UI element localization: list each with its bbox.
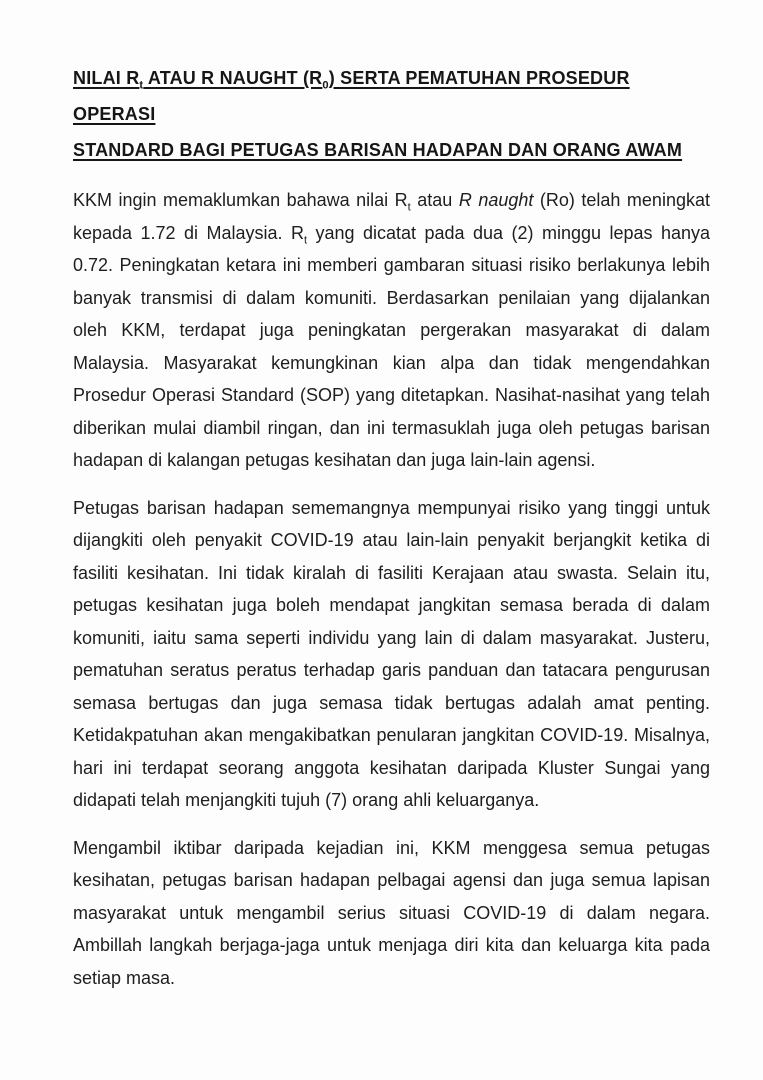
text-segment: STANDARD BAGI PETUGAS BARISAN HADAPAN DAN ORANG AWAM	[73, 140, 683, 160]
subscript-text: t	[407, 201, 411, 214]
text-segment: KKM ingin memaklumkan bahawa nilai R	[73, 190, 408, 210]
subscript-text: 0	[322, 79, 329, 92]
text-segment: ATAU R NAUGHT (R	[143, 68, 323, 88]
paragraph-call-to-action	[73, 832, 710, 995]
document-title	[73, 60, 710, 168]
text-segment: Mengambil iktibar daripada kejadian ini, KKM menggesa semua petugas kesihatan, petugas barisan hadapan pelbagai agensi dan juga semua lapisan masyarakat untuk mengambil serius situasi COVID-19 di dalam negara. Ambillah langkah berjaga-jaga untuk menjaga diri kita dan keluarga kita pada setiap masa.	[73, 837, 710, 988]
paragraph-frontliner-risk	[73, 492, 710, 817]
subscript-text: t	[139, 79, 144, 92]
text-segment: (Ro) telah meningkat kepada 1.72 di Malaysia. R	[73, 190, 710, 243]
text-segment: atau	[410, 190, 459, 210]
text-segment: yang dicatat pada dua (2) minggu lepas hanya 0.72. Peningkatan ketara ini memberi gambaran situasi risiko berlakunya lebih banyak transmisi di dalam komuniti. Berdasarkan penilaian yang dijalankan oleh KKM, terdapat juga peningkatan pergerakan masyarakat di dalam Malaysia. Masyarakat kemungkinan kian alpa dan tidak mengendahkan Prosedur Operasi Standard (SOP) yang ditetapkan. Nasihat-nasihat yang telah diberikan mulai diambil ringan, dan ini termasuklah juga oleh petugas barisan hadapan di kalangan petugas kesihatan dan juga lain-lain agensi.	[73, 222, 711, 470]
text-segment: ) SERTA PEMATUHAN PROSEDUR OPERASI	[73, 68, 630, 124]
text-segment: NILAI R	[73, 68, 140, 88]
italic-text: R naught	[458, 190, 534, 210]
subscript-text: t	[303, 234, 308, 247]
paragraph-rt-value	[73, 184, 710, 477]
text-segment: Petugas barisan hadapan sememangnya mempunyai risiko yang tinggi untuk dijangkiti oleh penyakit COVID-19 atau lain-lain penyakit berjangkit ketika di fasiliti kesihatan. Ini tidak kiralah di fasiliti Kerajaan atau swasta. Selain itu, petugas kesihatan juga boleh mendapat jangkitan semasa berada di dalam komuniti, iaitu sama seperti individu yang lain di dalam masyarakat. Justeru, pematuhan seratus peratus terhadap garis panduan dan tatacara pengurusan semasa bertugas dan juga semasa tidak bertugas adalah amat penting. Ketidakpatuhan akan mengakibatkan penularan jangkitan COVID-19. Misalnya, hari ini terdapat seorang anggota kesihatan daripada Kluster Sungai yang didapati telah menjangkiti tujuh (7) orang ahli keluarganya.	[73, 497, 710, 810]
